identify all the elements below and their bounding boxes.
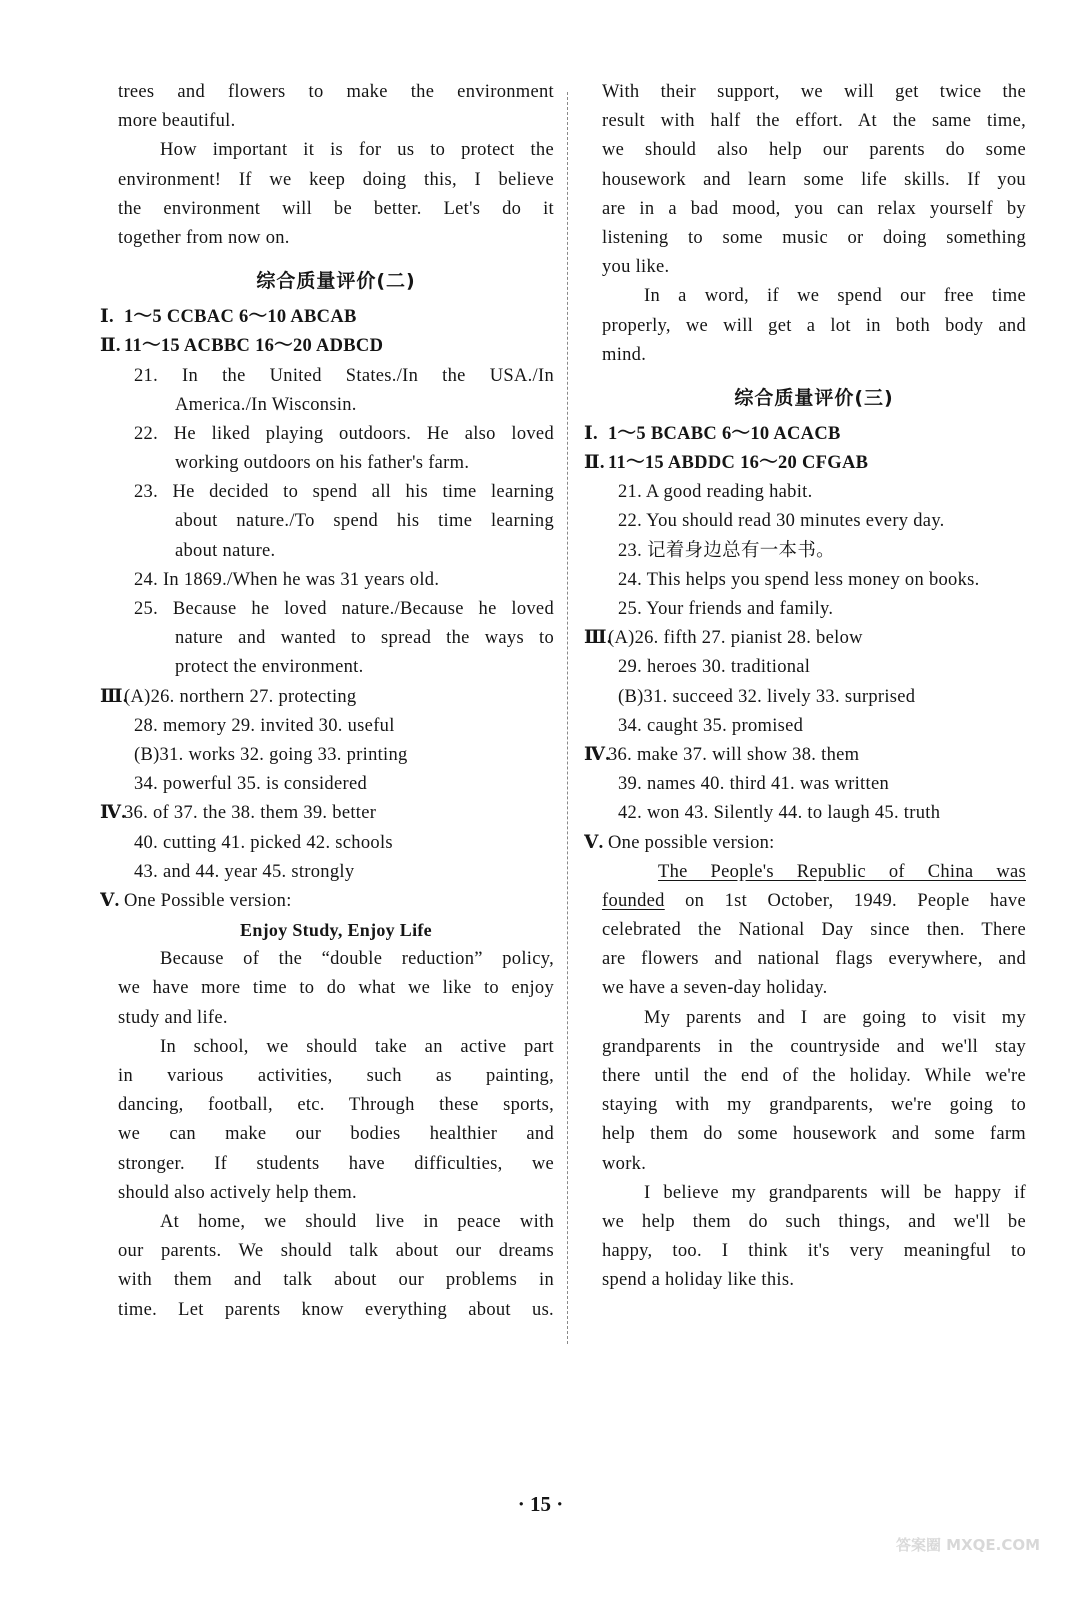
essay-line: you like.	[602, 257, 670, 278]
essay-title: Enjoy Study, Enjoy Life	[240, 920, 432, 941]
answer-line: 24. This helps you spend less money on books.	[618, 569, 980, 590]
answer-line: 34. caught 35. promised	[618, 715, 804, 736]
essay-line: My parents and I are going to visit my	[644, 1007, 1026, 1028]
right-column	[584, 78, 1026, 1296]
text-line: trees and flowers to make the environment	[118, 82, 554, 102]
answer-line: nature and wanted to spread the ways to	[175, 628, 554, 649]
essay-line: our parents. We should talk about our dreams	[118, 1241, 554, 1262]
answer-line: 21. In the United States./In the USA./In	[134, 365, 554, 386]
answer-line: 29. heroes 30. traditional	[618, 657, 811, 678]
answer-part-1: Ⅰ. 1～5 CCBAC 6～10 ABCAB	[100, 307, 357, 328]
answer-part-5: Ⅴ. One possible version:	[584, 832, 775, 853]
answer-line: 42. won 43. Silently 44. to laugh 45. truth	[618, 803, 941, 824]
answer-line: (B)31. works 32. going 33. printing	[134, 744, 408, 765]
answer-line: 22. You should read 30 minutes every day.	[618, 511, 945, 532]
essay-line: properly, we will get a lot in both body and	[602, 315, 1026, 336]
essay-line: we help them do such things, and we'll be	[602, 1211, 1026, 1232]
essay-line: result with half the effort. At the same time,	[602, 111, 1026, 132]
answer-part-2: Ⅱ. 11～15 ABDDC 16～20 CFGAB	[584, 453, 869, 474]
left-column	[100, 78, 554, 1325]
essay-line: housework and learn some life skills. If you	[602, 169, 1026, 190]
essay-line: study and life.	[118, 1007, 228, 1028]
text-line: together from now on.	[118, 227, 290, 248]
answer-line: America./In Wisconsin.	[175, 394, 357, 415]
essay-line: should also actively help them.	[118, 1182, 357, 1203]
answer-line: 25. Your friends and family.	[618, 599, 834, 619]
column-divider	[567, 92, 568, 1344]
essay-line: grandparents in the countryside and we'll stay	[602, 1036, 1026, 1057]
section-title: 综合质量评价(二)	[256, 270, 416, 293]
essay-line: With their support, we will get twice the	[602, 82, 1026, 102]
answer-line: protect the environment.	[175, 657, 364, 678]
essay-line: celebrated the National Day since then. There	[602, 920, 1026, 941]
essay-line: The People's Republic of China was	[658, 861, 1026, 882]
answer-line: 21. A good reading habit.	[618, 482, 813, 503]
answer-part-5: Ⅴ. One Possible version:	[100, 890, 292, 911]
essay-line: spend a holiday like this.	[602, 1270, 795, 1291]
essay-line: are flowers and national flags everywhere, and	[602, 949, 1026, 970]
essay-line: we should also help our parents do some	[602, 140, 1026, 161]
text-line: How important it is for us to protect the	[160, 140, 554, 161]
essay-line: with them and talk about our problems in	[118, 1270, 554, 1291]
essay-line: there until the end of the holiday. While we're	[602, 1066, 1026, 1086]
essay-line: At home, we should live in peace with	[160, 1211, 554, 1232]
essay-line: work.	[602, 1153, 647, 1174]
watermark-logo	[893, 1502, 1043, 1582]
answer-line: 40. cutting 41. picked 42. schools	[134, 832, 393, 853]
text-line: environment! If we keep doing this, I believe	[118, 169, 554, 190]
answer-line: working outdoors on his father's farm.	[175, 453, 470, 474]
essay-line: staying with my grandparents, we're going to	[602, 1095, 1026, 1116]
answer-line: about nature./To spend his time learning	[175, 511, 554, 532]
answer-line: 28. memory 29. invited 30. useful	[134, 715, 395, 736]
answer-part-3: Ⅲ.(A)26. northern 27. protecting	[100, 686, 357, 707]
essay-line: mind.	[602, 344, 647, 365]
essay-line: In school, we should take an active part	[160, 1036, 554, 1057]
section-title: 综合质量评价(三)	[734, 386, 894, 409]
answer-line: 23. He decided to spend all his time learning	[134, 482, 554, 503]
essay-line: we can make our bodies healthier and	[118, 1124, 554, 1145]
answer-line: 23. 记着身边总有一本书。	[618, 540, 835, 561]
essay-line: founded on 1st October, 1949. People have	[602, 890, 1026, 911]
answer-part-2: Ⅱ. 11～15 ACBBC 16～20 ADBCD	[100, 336, 384, 357]
answer-line: 39. names 40. third 41. was written	[618, 774, 889, 795]
answer-line: 24. In 1869./When he was 31 years old.	[134, 569, 440, 590]
watermark-text: 答案圈 MXQE.COM	[895, 1536, 1041, 1554]
essay-line: In a word, if we spend our free time	[644, 286, 1026, 307]
essay-line: we have a seven-day holiday.	[602, 978, 828, 999]
essay-line: we have more time to do what we like to enjoy	[118, 978, 554, 999]
text-line: the environment will be better. Let's do it	[118, 198, 554, 219]
page-number: · 15 ·	[517, 1492, 564, 1516]
essay-line: time. Let parents know everything about us.	[118, 1299, 554, 1320]
answer-line: 43. and 44. year 45. strongly	[134, 861, 355, 882]
essay-line: stronger. If students have difficulties, we	[118, 1153, 554, 1174]
essay-line: I believe my grandparents will be happy if	[644, 1182, 1026, 1203]
essay-line: in various activities, such as painting,	[118, 1066, 554, 1086]
answer-part-1: Ⅰ. 1～5 BCABC 6～10 ACACB	[584, 423, 841, 444]
answer-part-3: Ⅲ.(A)26. fifth 27. pianist 28. below	[584, 628, 863, 649]
essay-line: listening to some music or doing something	[602, 227, 1026, 248]
essay-line: Because of the “double reduction” policy,	[160, 949, 554, 970]
answer-line: 34. powerful 35. is considered	[134, 774, 368, 795]
text-line: more beautiful.	[118, 111, 236, 132]
essay-line: help them do some housework and some farm	[602, 1124, 1026, 1145]
answer-line: about nature.	[175, 540, 276, 561]
essay-line: dancing, football, etc. Through these sports,	[118, 1095, 554, 1116]
answer-part-4: Ⅳ.36. make 37. will show 38. them	[584, 744, 860, 765]
answer-part-4: Ⅳ.36. of 37. the 38. them 39. better	[100, 803, 377, 824]
answer-line: 22. He liked playing outdoors. He also loved	[134, 423, 554, 444]
essay-line: happy, too. I think it's very meaningful to	[602, 1241, 1026, 1262]
answer-line: (B)31. succeed 32. lively 33. surprised	[618, 686, 916, 707]
essay-line: are in a bad mood, you can relax yourself by	[602, 198, 1026, 219]
answer-line: 25. Because he loved nature./Because he loved	[134, 599, 554, 619]
